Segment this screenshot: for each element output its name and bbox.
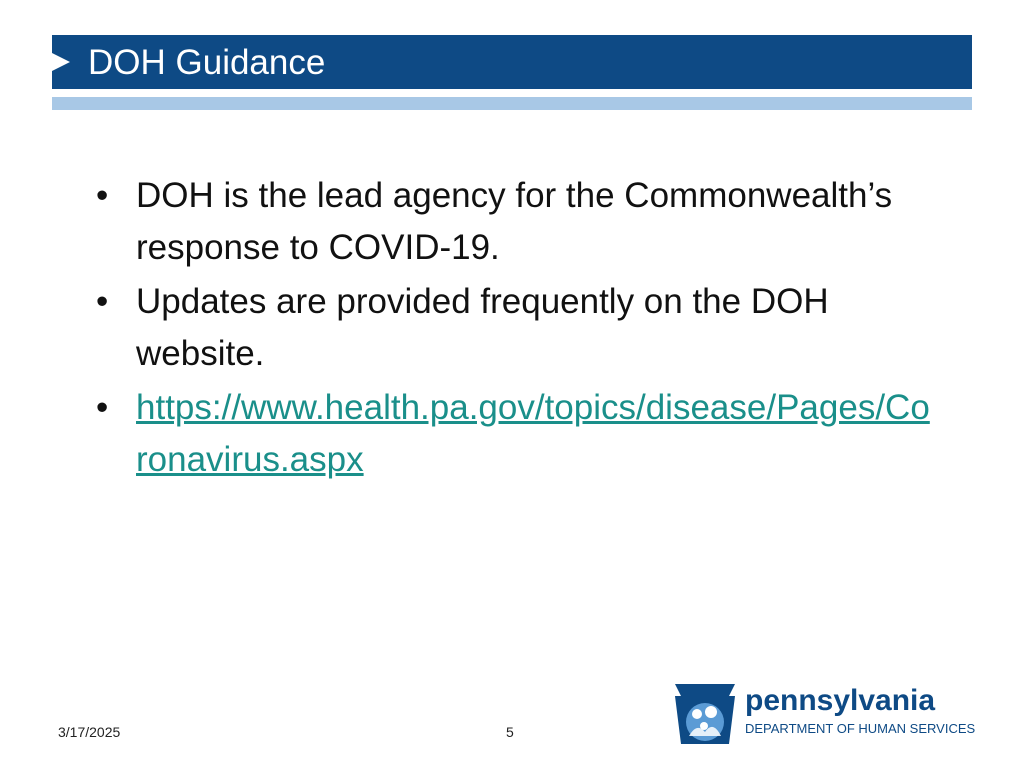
bullet-text: DOH is the lead agency for the Commonwealth’s response to COVID-19. <box>136 176 893 267</box>
slide-title: DOH Guidance <box>88 43 326 82</box>
pa-dhs-logo <box>673 682 983 746</box>
doh-coronavirus-link[interactable]: https://www.health.pa.gov/topics/disease/Pages/Coronavirus.aspx <box>136 388 930 479</box>
bullet-item <box>96 276 936 380</box>
bullet-marker: • <box>96 282 109 321</box>
bullet-list <box>96 170 936 488</box>
bullet-marker: • <box>96 176 109 215</box>
page-number: 5 <box>506 724 514 740</box>
bullet-item <box>96 382 936 486</box>
bullet-text: Updates are provided frequently on the DOH website. <box>136 282 829 373</box>
logo-subtitle: DEPARTMENT OF HUMAN SERVICES <box>745 721 976 736</box>
title-divider <box>52 97 972 110</box>
title-arrow-icon <box>52 53 70 71</box>
logo-name: pennsylvania <box>745 684 936 717</box>
bullet-item <box>96 170 936 274</box>
keystone-emblem-icon <box>673 682 737 746</box>
bullet-marker: • <box>96 388 109 427</box>
footer-date: 3/17/2025 <box>58 724 121 740</box>
title-bar <box>52 35 972 89</box>
